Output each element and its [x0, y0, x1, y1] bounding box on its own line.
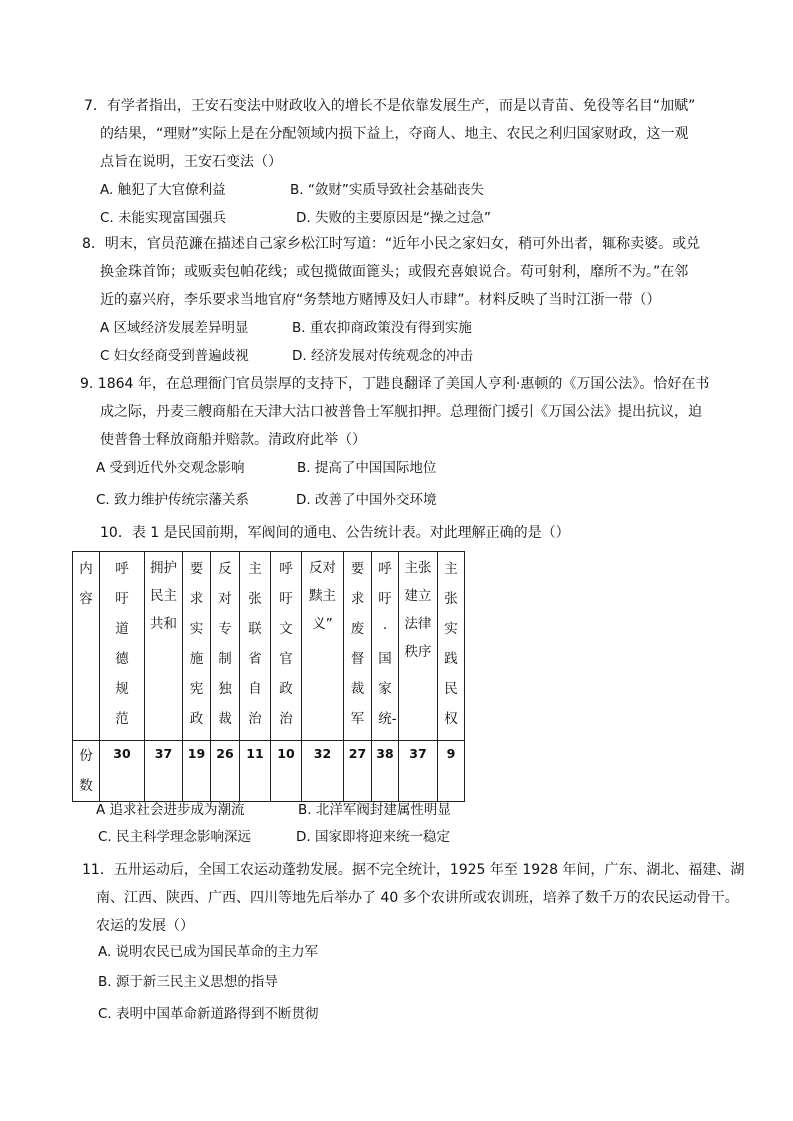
q10-stem: 10．表 1 是民国前期，军阀间的通电、公告统计表。对此理解正确的是（）: [100, 525, 570, 541]
q8-option-b[interactable]: B. 重农抑商政策没有得到实施: [292, 320, 472, 336]
row-label-content: 内容: [73, 552, 100, 741]
q9-option-c[interactable]: C. 致力维护传统宗藩关系: [96, 492, 250, 508]
q8-option-a[interactable]: A 区域经济发展差异明显: [100, 320, 249, 336]
column-header: 反对专制独裁: [211, 552, 240, 741]
column-header: 拥护民主共和: [145, 552, 183, 741]
row-label-count: 份数: [73, 741, 100, 802]
table-row-count: [73, 741, 465, 802]
q10-option-b[interactable]: B. 北洋军阀封建属性明显: [298, 802, 451, 818]
q7-line-1: 7．有学者指出，王安石变法中财政收入的增长不是依靠发展生产，而是以青苗、免役等名目“加赋”: [84, 98, 696, 114]
count-cell: 38: [372, 741, 399, 802]
column-header: 呼吁文官政治: [271, 552, 302, 741]
q7-option-b[interactable]: B. “敛财”实质导致社会基础丧失: [290, 182, 484, 198]
q11-line-1: 11．五卅运动后，全国工农运动蓬勃发展。据不完全统计，1925 年至 1928 年间，广东、湖北、福建、湖: [82, 862, 745, 878]
q11-option-a[interactable]: A. 说明农民已成为国民革命的主力军: [98, 944, 319, 960]
q11-option-c[interactable]: C. 表明中国革命新道路得到不断贯彻: [98, 1006, 319, 1022]
column-header: 要求实施宪政: [183, 552, 211, 741]
column-header: 主张建立法律秩序: [399, 552, 438, 741]
count-cell: 27: [344, 741, 372, 802]
q11-line-3: 农运的发展（）: [96, 918, 194, 934]
q7-option-d[interactable]: D. 失败的主要原因是“操之过急”: [296, 210, 491, 226]
column-header: 主张实践民权: [438, 552, 465, 741]
count-cell: 37: [399, 741, 438, 802]
q10-option-c[interactable]: C. 民主科学理念影响深远: [98, 829, 252, 845]
count-cell: 30: [100, 741, 145, 802]
q9-option-d[interactable]: D. 改善了中国外交环境: [296, 492, 437, 508]
q9-line-2: 成之际，丹麦三艘商船在天津大沽口被普鲁士军舰扣押。总理衙门援引《万国公法》提出抗议，迫: [100, 404, 702, 420]
column-header: 主张联省自治: [240, 552, 271, 741]
q8-line-2: 换金珠首饰；或贩卖包帕花线；或包揽做面篦头；或假充喜娘说合。苟可射利，靡所不为。”在邻: [100, 264, 689, 280]
q11-line-2: 南、江西、陕西、广西、四川等地先后举办了 40 多个农讲所或农训班，培养了数千万的农民运动骨干。: [96, 890, 739, 906]
column-header: 呼吁道德规范: [100, 552, 145, 741]
q8-line-1: 8．明末，官员范濂在描述自己家乡松江时写道：“近年小民之家妇女，稍可外出者，辄称卖婆。或兑: [82, 236, 701, 252]
q7-option-a[interactable]: A. 触犯了大官僚利益: [100, 182, 226, 198]
q9-option-a[interactable]: A 受到近代外交观念影响: [96, 460, 245, 476]
q7-line-3: 点旨在说明，王安石变法（）: [100, 154, 282, 170]
q9-line-3: 使普鲁士释放商船并赔款。清政府此举（）: [100, 432, 366, 448]
count-cell: 11: [240, 741, 271, 802]
q9-line-1: 9. 1864 年，在总理衙门官员崇厚的支持下，丁韪良翻译了美国人亨利·惠顿的《万国公法》。恰好在书: [80, 376, 710, 392]
count-cell: 32: [302, 741, 344, 802]
q7-option-c[interactable]: C. 未能实现富国强兵: [100, 210, 227, 226]
q8-option-d[interactable]: D. 经济发展对传统观念的冲击: [292, 348, 473, 364]
q10-option-a[interactable]: A 追求社会进步成为潮流: [96, 802, 245, 818]
q9-option-b[interactable]: B. 提高了中国国际地位: [297, 460, 437, 476]
q7-line-2: 的结果，“理财”实际上是在分配领域内损下益上，夺商人、地主、农民之利归国家财政，这一观: [100, 126, 689, 142]
q8-line-3: 近的嘉兴府，李乐要求当地官府“务禁地方赌博及妇人市肆”。材料反映了当时江浙一带（）: [100, 292, 661, 308]
q10-option-d[interactable]: D. 国家即将迎来统一稳定: [296, 829, 450, 845]
q8-option-c[interactable]: C 妇女经商受到普遍歧视: [100, 348, 249, 364]
count-cell: 9: [438, 741, 465, 802]
count-cell: 26: [211, 741, 240, 802]
count-cell: 37: [145, 741, 183, 802]
q11-option-b[interactable]: B. 源于新三民主义思想的指导: [98, 974, 278, 990]
count-cell: 10: [271, 741, 302, 802]
count-cell: 19: [183, 741, 211, 802]
column-header: 反对黩主义”: [302, 552, 344, 741]
column-header: 要求废督裁军: [344, 552, 372, 741]
table-row-content: [73, 552, 465, 741]
statistics-table: [72, 551, 465, 802]
column-header: 呼吁·国家统-: [372, 552, 399, 741]
